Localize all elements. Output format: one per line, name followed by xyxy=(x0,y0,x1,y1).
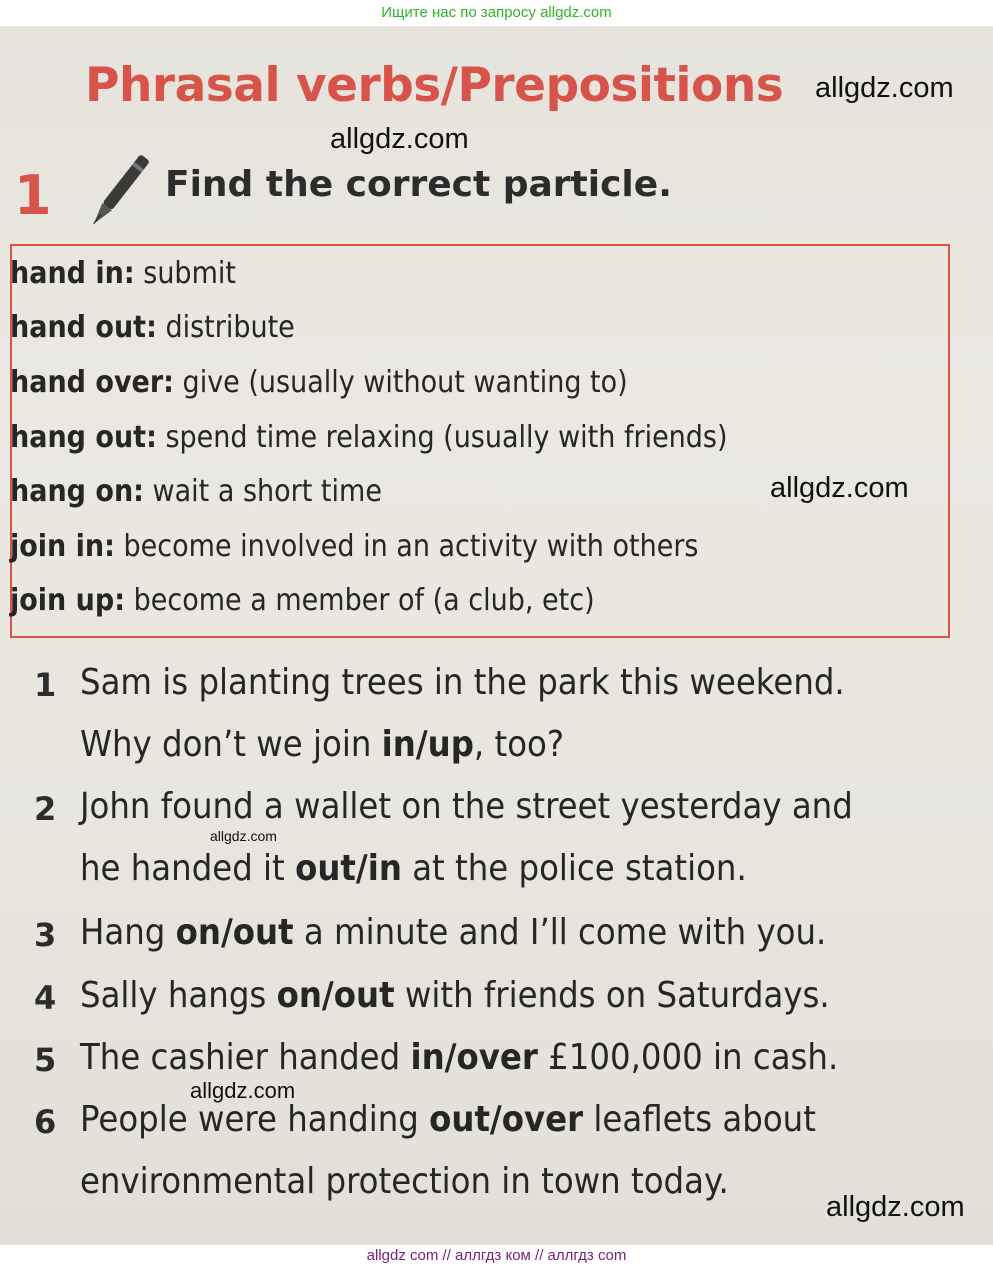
sentence-text: a minute and I’ll come with you. xyxy=(293,912,827,953)
sentence-line xyxy=(80,724,564,765)
definition-term: hang out: xyxy=(10,420,157,455)
sentence-number: 6 xyxy=(34,1103,57,1141)
definition-meaning: submit xyxy=(134,256,236,291)
textbook-page xyxy=(0,26,993,1245)
sentence-line xyxy=(80,848,747,889)
sentence-text: leaflets about xyxy=(583,1099,816,1140)
sentence-text: at the police station. xyxy=(401,848,747,889)
watermark-text: allgdz.com xyxy=(330,123,469,155)
watermark-text: allgdz.com xyxy=(826,1191,965,1223)
definition-term: hang on: xyxy=(10,474,144,509)
sentence-number: 2 xyxy=(34,790,57,828)
sentence-number: 1 xyxy=(34,666,57,704)
sentence-text: Hang xyxy=(80,912,176,953)
particle-choice: on/out xyxy=(175,912,294,953)
particle-choice: in/over xyxy=(410,1037,538,1078)
definition-meaning: spend time relaxing (usually with friends) xyxy=(156,420,728,455)
particle-choice: out/in xyxy=(295,848,402,889)
exercise-number: 1 xyxy=(14,164,52,227)
sentence-text: Sally hangs xyxy=(80,975,277,1016)
definition-term: hand in: xyxy=(10,256,135,291)
watermark-text: allgdz.com xyxy=(210,828,277,844)
watermark-text: allgdz.com xyxy=(815,72,954,104)
particle-choice: on/out xyxy=(276,975,395,1016)
sentence-text: with friends on Saturdays. xyxy=(394,975,830,1016)
definition-item xyxy=(10,310,295,345)
definition-meaning: become involved in an activity with others xyxy=(114,529,699,564)
definition-item xyxy=(10,256,236,291)
particle-choice: out/over xyxy=(429,1099,584,1140)
sentence-text: Why don’t we join xyxy=(80,724,382,765)
definition-term: join in: xyxy=(10,529,115,564)
section-title: Phrasal verbs/Prepositions xyxy=(85,58,784,113)
sentence-line xyxy=(80,975,830,1016)
sentence-line xyxy=(80,786,853,827)
definition-item xyxy=(10,365,628,400)
particle-choice: in/up xyxy=(381,724,474,765)
sentence-number: 3 xyxy=(34,916,57,954)
sentence-text: Sam is planting trees in the park this weekend. xyxy=(80,662,845,703)
top-banner[interactable]: Ищите нас по запросу allgdz.com xyxy=(0,0,993,26)
sentence-line xyxy=(80,1161,729,1202)
definition-term: hand over: xyxy=(10,365,174,400)
watermark-text: allgdz.com xyxy=(770,472,909,504)
bottom-banner[interactable]: allgdz com // аллгдз ком // аллгдз com xyxy=(0,1245,993,1271)
sentence-line xyxy=(80,662,845,703)
definition-meaning: distribute xyxy=(156,310,295,345)
watermark-text: allgdz.com xyxy=(190,1078,296,1103)
definition-item xyxy=(10,474,382,509)
sentence-text: The cashier handed xyxy=(80,1037,411,1078)
definition-term: join up: xyxy=(10,583,126,618)
sentence-text: £100,000 in cash. xyxy=(537,1037,839,1078)
definition-meaning: give (usually without wanting to) xyxy=(173,365,628,400)
sentence-text: People were handing xyxy=(80,1099,430,1140)
sentence-text: John found a wallet on the street yesterday and xyxy=(80,786,853,827)
definition-item xyxy=(10,420,728,455)
pen-icon xyxy=(82,144,152,244)
sentence-line xyxy=(80,912,826,953)
definition-meaning: become a member of (a club, etc) xyxy=(125,583,595,618)
sentence-line xyxy=(80,1099,816,1140)
definition-item xyxy=(10,583,595,618)
definition-item xyxy=(10,529,698,564)
definition-meaning: wait a short time xyxy=(143,474,382,509)
sentence-text: he handed it xyxy=(80,848,296,889)
sentence-text: , too? xyxy=(473,724,565,765)
definition-term: hand out: xyxy=(10,310,157,345)
sentence-line xyxy=(80,1037,838,1078)
exercise-instruction: Find the correct particle. xyxy=(165,164,672,205)
sentence-text: environmental protection in town today. xyxy=(80,1161,729,1202)
sentence-number: 4 xyxy=(34,979,57,1017)
sentence-number: 5 xyxy=(34,1041,57,1079)
